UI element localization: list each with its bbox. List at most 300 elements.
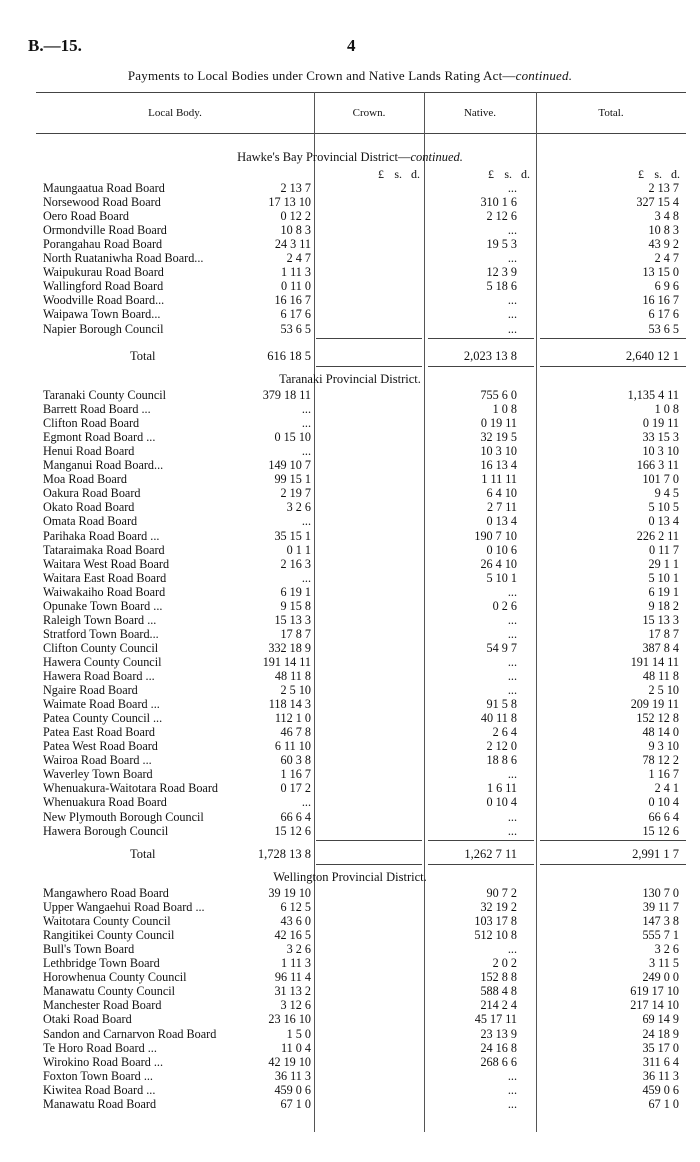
amount-native: ... (507, 669, 517, 683)
amount-total: 2 4 1 (654, 781, 679, 796)
table-row (0, 739, 700, 753)
amount-native: 214 2 4 (480, 998, 517, 1013)
table-row (0, 402, 700, 416)
amount-crown: 3 12 6 (280, 998, 311, 1013)
local-body-name: Maungaatua Road Board (43, 181, 165, 195)
amount-crown: 0 15 10 (274, 430, 311, 445)
amount-crown: 118 14 3 (268, 697, 311, 712)
amount-crown: 17 8 7 (280, 626, 311, 641)
local-body-name: Hawera Road Board ... (43, 669, 155, 683)
amount-crown: 191 14 11 (262, 654, 311, 669)
table-row (0, 970, 700, 984)
table-row (0, 697, 700, 711)
table-row (0, 486, 700, 500)
amount-native: 5 10 1 (486, 570, 517, 585)
amount-total: 5 10 5 (648, 500, 679, 515)
unit-label: £ (488, 167, 494, 181)
local-body-name: Parihaka Road Board ... (43, 528, 160, 543)
local-body-name: Otaki Road Board (43, 1012, 132, 1027)
local-body-name: Waverley Town Board (43, 767, 153, 782)
amount-crown: 6 17 6 (280, 307, 311, 322)
amount-native: 40 11 8 (480, 711, 517, 726)
amount-crown: 66 6 4 (280, 809, 311, 824)
total-rule (540, 864, 686, 865)
table-row (0, 942, 700, 956)
local-body-name: Waiwakaiho Road Board (43, 584, 166, 599)
amount-native: 310 1 6 (480, 195, 517, 210)
table-row (0, 265, 700, 279)
amount-native: ... (507, 823, 517, 838)
amount-crown: 6 19 1 (280, 584, 311, 599)
amount-total: 16 16 7 (642, 293, 679, 308)
table-row (0, 767, 700, 781)
table-row (0, 571, 700, 585)
amount-total: 3 2 6 (654, 942, 679, 957)
amount-native: 16 13 4 (480, 458, 517, 473)
amount-total: 3 4 8 (654, 209, 679, 224)
amount-crown: 379 18 11 (262, 388, 311, 402)
total-amount-total: 2,640 12 1 (625, 349, 679, 363)
total-rule (428, 864, 534, 865)
amount-crown: 2 19 7 (280, 486, 311, 501)
table-row (0, 514, 700, 528)
local-body-name: Rangitikei County Council (43, 928, 175, 943)
document-reference: B.—15. (28, 36, 82, 55)
table-row (0, 956, 700, 970)
section-title-continued: continued. (410, 150, 463, 164)
table-row (0, 900, 700, 914)
unit-label: £ (378, 167, 384, 181)
table-row (0, 251, 700, 265)
table-row (0, 529, 700, 543)
amount-crown: ... (301, 402, 311, 417)
table-row (0, 1055, 700, 1069)
table-row (0, 557, 700, 571)
amount-native: ... (507, 654, 517, 669)
amount-native: 24 16 8 (480, 1040, 517, 1055)
amount-crown: 2 16 3 (280, 556, 311, 571)
local-body-name: Woodville Road Board... (43, 293, 165, 308)
amount-total: 6 9 6 (654, 279, 679, 294)
amount-crown: 36 11 3 (274, 1068, 311, 1083)
table-row (0, 293, 700, 307)
amount-crown: 6 12 5 (280, 900, 311, 915)
amount-total: 3 11 5 (648, 956, 679, 971)
amount-total: 1 16 7 (648, 767, 679, 782)
local-body-name: Hawera Borough Council (43, 823, 169, 838)
table-row (0, 627, 700, 641)
total-amount-total: 2,991 1 7 (632, 847, 679, 861)
table-row (0, 753, 700, 767)
amount-native: 91 5 8 (486, 697, 517, 712)
local-body-name: Porangahau Road Board (43, 237, 163, 252)
amount-total: 53 6 5 (648, 321, 679, 336)
amount-total: 1 0 8 (654, 402, 679, 417)
amount-native: ... (507, 293, 517, 308)
local-body-name: Patea West Road Board (43, 739, 158, 754)
amount-crown: 42 19 10 (268, 1054, 311, 1069)
amount-crown: 459 0 6 (274, 1082, 311, 1097)
amount-crown: 53 6 5 (280, 321, 311, 336)
table-row (0, 430, 700, 444)
amount-crown: 24 3 11 (274, 237, 311, 252)
total-rule (540, 338, 686, 339)
amount-crown: 3 2 6 (286, 500, 311, 515)
amount-crown: 35 15 1 (274, 528, 311, 543)
total-rule (316, 366, 422, 367)
section-title-main: Taranaki Provincial District. (279, 372, 421, 386)
amount-total: 35 17 0 (642, 1040, 679, 1055)
table-row (0, 416, 700, 430)
amount-crown: 17 13 10 (268, 195, 311, 210)
section-title (0, 150, 700, 165)
local-body-name: Manchester Road Board (43, 998, 162, 1013)
table-row (0, 998, 700, 1012)
amount-total: 327 15 4 (636, 195, 679, 210)
total-amount-native: 2,023 13 8 (463, 349, 517, 363)
amount-total: 9 3 10 (648, 739, 679, 754)
amount-total: 10 3 10 (642, 444, 679, 459)
amount-crown: 11 0 4 (280, 1040, 311, 1055)
amount-total: 48 11 8 (642, 669, 679, 683)
total-amount-native: 1,262 7 11 (464, 847, 517, 861)
column-header-local-body: Local Body. (148, 107, 202, 119)
amount-total: 2 5 10 (648, 683, 679, 698)
amount-total: 130 7 0 (642, 886, 679, 900)
amount-native: 0 19 11 (480, 416, 517, 431)
amount-native: 2 12 0 (486, 739, 517, 754)
local-body-name: Te Horo Road Board ... (43, 1040, 157, 1055)
table-row (0, 928, 700, 942)
section-title-main: Wellington Provincial District. (273, 870, 427, 884)
amount-crown: 9 15 8 (280, 598, 311, 613)
amount-total: 1,135 4 11 (627, 388, 679, 402)
total-rule (540, 840, 686, 841)
table-row (0, 824, 700, 838)
amount-total: 619 17 10 (630, 984, 679, 999)
amount-native: ... (507, 321, 517, 336)
local-body-name: North Ruataniwha Road Board... (43, 251, 204, 266)
table-row (0, 613, 700, 627)
local-body-name: Upper Wangaehui Road Board ... (43, 900, 205, 915)
local-body-name: Opunake Town Board ... (43, 598, 163, 613)
amount-total: 226 2 11 (636, 528, 679, 543)
unit-label: d. (521, 167, 530, 181)
amount-total: 69 14 9 (642, 1012, 679, 1027)
amount-native: ... (507, 307, 517, 322)
amount-total: 9 18 2 (648, 598, 679, 613)
amount-native: 19 5 3 (486, 237, 517, 252)
amount-native: 103 17 8 (474, 914, 517, 929)
local-body-name: Henui Road Board (43, 444, 135, 459)
table-row (0, 322, 700, 336)
amount-total: 0 19 11 (642, 416, 679, 431)
amount-crown: 67 1 0 (280, 1096, 311, 1111)
amount-total: 311 6 4 (642, 1054, 679, 1069)
table-row (0, 279, 700, 293)
page-title-main: Payments to Local Bodies under Crown and Native Lands Rating Act— (127, 68, 516, 83)
local-body-name: Raleigh Town Board ... (43, 612, 157, 627)
amount-native: ... (507, 1068, 517, 1083)
unit-label: s. (654, 167, 662, 181)
local-body-name: Napier Borough Council (43, 321, 164, 336)
amount-total: 48 14 0 (642, 725, 679, 740)
table-row (0, 195, 700, 209)
unit-label: s. (394, 167, 402, 181)
local-body-name: Egmont Road Board ... (43, 430, 156, 445)
table-row (0, 1027, 700, 1041)
amount-total: 209 19 11 (630, 697, 679, 712)
local-body-name: Manawatu Road Board (43, 1096, 157, 1111)
total-amount-crown: 1,728 13 8 (257, 847, 311, 861)
local-body-name: Wallingford Road Board (43, 279, 164, 294)
total-row (0, 846, 700, 862)
table-row (0, 1041, 700, 1055)
amount-total: 2 13 7 (648, 181, 679, 195)
amount-native: 18 8 6 (486, 753, 517, 768)
amount-total: 36 11 3 (642, 1068, 679, 1083)
table-row (0, 1083, 700, 1097)
amount-native: 5 18 6 (486, 279, 517, 294)
table-row (0, 711, 700, 725)
table-row (0, 641, 700, 655)
amount-total: 0 13 4 (648, 514, 679, 529)
amount-crown: 6 11 10 (274, 739, 311, 754)
total-label: Total (130, 847, 156, 861)
local-body-name: Kiwitea Road Board ... (43, 1082, 156, 1097)
amount-total: 13 15 0 (642, 265, 679, 280)
local-body-name: Foxton Town Board ... (43, 1068, 153, 1083)
total-row (0, 348, 700, 364)
local-body-name: Waipawa Town Board... (43, 307, 161, 322)
table-row (0, 543, 700, 557)
local-body-name: Oero Road Board (43, 209, 129, 224)
amount-total: 5 10 1 (648, 570, 679, 585)
table-row (0, 458, 700, 472)
amount-crown: 3 2 6 (286, 942, 311, 957)
local-body-name: Horowhenua County Council (43, 970, 187, 985)
table-row (0, 1012, 700, 1026)
amount-total: 0 11 7 (648, 542, 679, 557)
amount-native: 26 4 10 (480, 556, 517, 571)
amount-total: 2 4 7 (654, 251, 679, 266)
local-body-name: Patea East Road Board (43, 725, 156, 740)
unit-label: d. (411, 167, 420, 181)
local-body-name: Moa Road Board (43, 472, 127, 487)
local-body-name: Okato Road Board (43, 500, 135, 515)
local-body-name: Clifton Road Board (43, 416, 140, 431)
total-rule (540, 366, 686, 367)
local-body-name: Norsewood Road Board (43, 195, 161, 210)
table-row (0, 307, 700, 321)
table-row (0, 209, 700, 223)
total-rule (428, 840, 534, 841)
table-row (0, 781, 700, 795)
amount-crown: ... (301, 416, 311, 431)
amount-total: 217 14 10 (630, 998, 679, 1013)
local-body-name: Waipukurau Road Board (43, 265, 164, 280)
amount-crown: 1 11 3 (280, 956, 311, 971)
amount-native: 2 0 2 (492, 956, 517, 971)
total-rule (316, 840, 422, 841)
amount-native: 10 3 10 (480, 444, 517, 459)
amount-crown: 60 3 8 (280, 753, 311, 768)
amount-native: 2 6 4 (492, 725, 517, 740)
local-body-name: Waimate Road Board ... (43, 697, 160, 712)
amount-crown: 31 13 2 (274, 984, 311, 999)
table-row (0, 725, 700, 739)
total-rule (428, 366, 534, 367)
units-header-crown (330, 167, 420, 182)
amount-native: 32 19 2 (480, 900, 517, 915)
amount-crown: 43 6 0 (280, 914, 311, 929)
amount-total: 67 1 0 (648, 1096, 679, 1111)
amount-crown: 23 16 10 (268, 1012, 311, 1027)
amount-crown: 0 17 2 (280, 781, 311, 796)
amount-crown: 39 19 10 (268, 886, 311, 900)
amount-native: 0 10 6 (486, 542, 517, 557)
amount-crown: 0 1 1 (286, 542, 311, 557)
total-label: Total (130, 349, 156, 363)
local-body-name: New Plymouth Borough Council (43, 809, 204, 824)
local-body-name: Wirokino Road Board ... (43, 1054, 164, 1069)
table-row (0, 223, 700, 237)
amount-crown: ... (301, 795, 311, 810)
amount-total: 15 12 6 (642, 823, 679, 838)
amount-crown: 1 5 0 (286, 1026, 311, 1041)
table-row (0, 669, 700, 683)
page-title (0, 68, 700, 84)
amount-total: 0 10 4 (648, 795, 679, 810)
column-header-native: Native. (463, 107, 497, 119)
amount-crown: 46 7 8 (280, 725, 311, 740)
unit-label: s. (504, 167, 512, 181)
total-rule (316, 338, 422, 339)
amount-native: 1 11 11 (481, 472, 517, 487)
amount-crown: 10 8 3 (280, 223, 311, 238)
amount-total: 152 12 8 (636, 711, 679, 726)
amount-crown: 15 13 3 (274, 612, 311, 627)
column-header-crown: Crown. (352, 107, 386, 119)
table-row (0, 655, 700, 669)
table-row (0, 181, 700, 195)
table-row (0, 886, 700, 900)
table-row (0, 914, 700, 928)
amount-total: 555 7 1 (642, 928, 679, 943)
table-row (0, 237, 700, 251)
local-body-name: Ngaire Road Board (43, 683, 138, 698)
amount-crown: 112 1 0 (274, 711, 311, 726)
amount-total: 6 17 6 (648, 307, 679, 322)
amount-total: 191 14 11 (630, 654, 679, 669)
table-row (0, 585, 700, 599)
unit-label: £ (638, 167, 644, 181)
total-amount-crown: 616 18 5 (267, 349, 311, 363)
amount-native: ... (507, 626, 517, 641)
amount-crown: 0 11 0 (280, 279, 311, 294)
table-row (0, 683, 700, 697)
amount-native: 45 17 11 (474, 1012, 517, 1027)
amount-total: 33 15 3 (642, 430, 679, 445)
amount-total: 78 12 2 (642, 753, 679, 768)
amount-native: 23 13 9 (480, 1026, 517, 1041)
amount-total: 10 8 3 (648, 223, 679, 238)
local-body-name: Oakura Road Board (43, 486, 141, 501)
local-body-name: Stratford Town Board... (43, 626, 159, 641)
amount-total: 459 0 6 (642, 1082, 679, 1097)
amount-crown: 42 16 5 (274, 928, 311, 943)
amount-native: 268 6 6 (480, 1054, 517, 1069)
amount-native: ... (507, 584, 517, 599)
local-body-name: Bull's Town Board (43, 942, 135, 957)
amount-native: 588 4 8 (480, 984, 517, 999)
amount-crown: ... (301, 444, 311, 459)
amount-total: 17 8 7 (648, 626, 679, 641)
amount-native: 512 10 8 (474, 928, 517, 943)
amount-native: ... (507, 181, 517, 195)
local-body-name: Waitara West Road Board (43, 556, 170, 571)
amount-crown: 332 18 9 (268, 640, 311, 655)
amount-native: 152 8 8 (480, 970, 517, 985)
local-body-name: Clifton County Council (43, 640, 159, 655)
amount-native: 90 7 2 (486, 886, 517, 900)
amount-native: 2 12 6 (486, 209, 517, 224)
amount-native: ... (507, 223, 517, 238)
amount-crown: 149 10 7 (268, 458, 311, 473)
section-title (0, 870, 700, 885)
amount-native: 54 9 7 (486, 640, 517, 655)
table-header (36, 92, 686, 134)
amount-native: ... (507, 1082, 517, 1097)
amount-total: 9 4 5 (654, 486, 679, 501)
page-number: 4 (347, 36, 356, 55)
amount-native: 6 4 10 (486, 486, 517, 501)
amount-crown: 2 5 10 (280, 683, 311, 698)
local-body-name: Lethbridge Town Board (43, 956, 160, 971)
amount-crown: 0 12 2 (280, 209, 311, 224)
amount-native: 0 10 4 (486, 795, 517, 810)
amount-crown: 2 4 7 (286, 251, 311, 266)
section-title-main: Hawke's Bay Provincial District— (237, 150, 411, 164)
amount-native: 1 6 11 (486, 781, 517, 796)
amount-native: ... (507, 251, 517, 266)
amount-total: 101 7 0 (642, 472, 679, 487)
column-header-total: Total. (598, 107, 624, 119)
amount-total: 15 13 3 (642, 612, 679, 627)
amount-total: 39 11 7 (642, 900, 679, 915)
units-header-total (590, 167, 680, 182)
amount-total: 29 1 1 (648, 556, 679, 571)
table-row (0, 984, 700, 998)
amount-native: ... (507, 612, 517, 627)
amount-total: 6 19 1 (648, 584, 679, 599)
total-rule (316, 864, 422, 865)
amount-native: 190 7 10 (474, 528, 517, 543)
units-header-native (440, 167, 530, 182)
amount-crown: 1 16 7 (280, 767, 311, 782)
local-body-name: Ormondville Road Board (43, 223, 167, 238)
table-row (0, 810, 700, 824)
table-row (0, 1097, 700, 1111)
table-row (0, 599, 700, 613)
amount-total: 147 3 8 (642, 914, 679, 929)
amount-native: ... (507, 683, 517, 698)
local-body-name: Manganui Road Board... (43, 458, 164, 473)
amount-native: 0 13 4 (486, 514, 517, 529)
local-body-name: Waitotara County Council (43, 914, 171, 929)
amount-total: 66 6 4 (648, 809, 679, 824)
table-row (0, 388, 700, 402)
